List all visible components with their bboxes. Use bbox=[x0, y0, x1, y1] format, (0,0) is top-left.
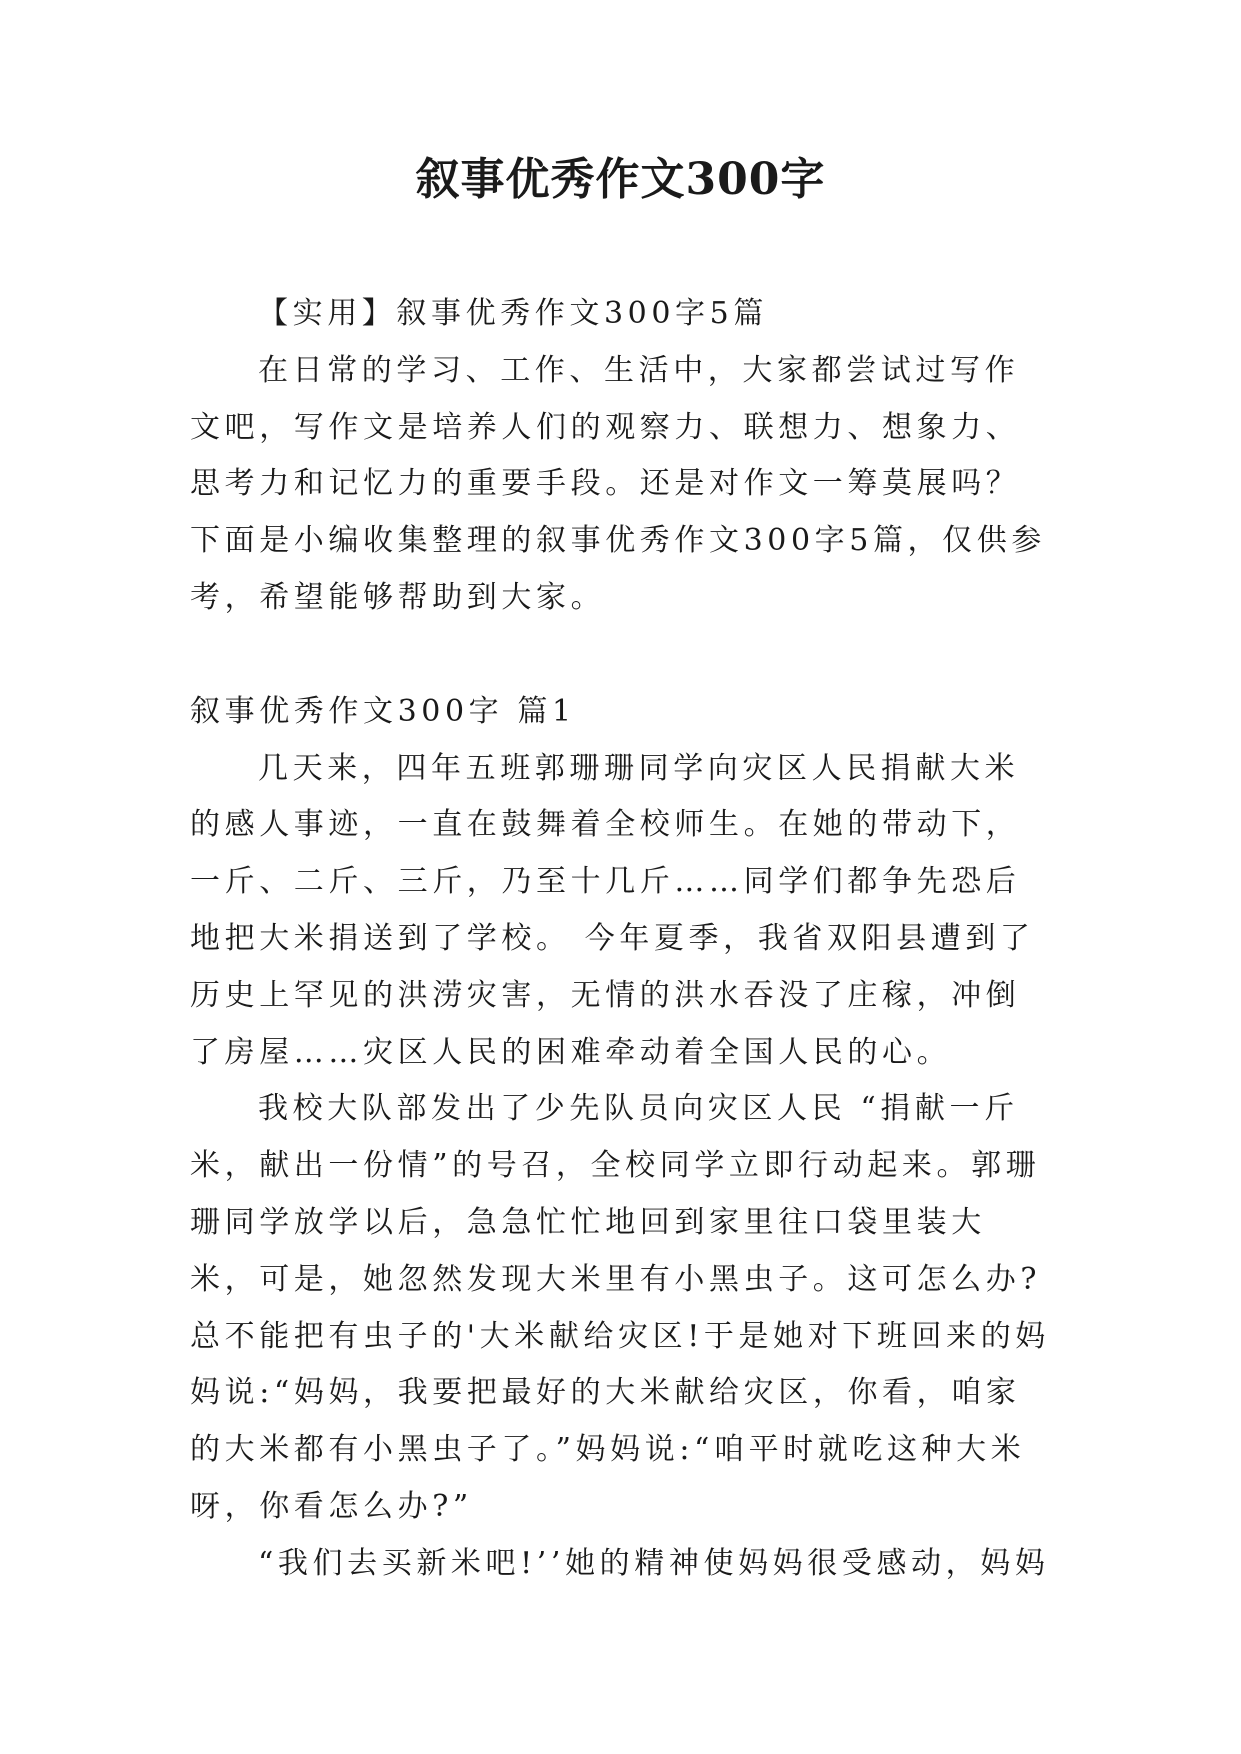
body-paragraph-3: “我们去买新米吧!’’她的精神使妈妈很受感动，妈妈 bbox=[258, 1545, 1050, 1581]
document-body bbox=[190, 286, 1050, 1593]
section-heading: 叙事优秀作文300字 篇1 bbox=[190, 693, 576, 729]
subtitle-line: 【实用】叙事优秀作文300字5篇 bbox=[258, 296, 768, 331]
page-title: 叙事优秀作文300字 bbox=[415, 154, 826, 205]
body-paragraph-1: 几天来，四年五班郭珊珊同学向灾区人民捐献大米的感人事迹，一直在鼓舞着全校师生。在她的带动下，一斤、二斤、三斤，乃至十几斤……同学们都争先恐后地把大米捐送到了学校。 今年夏季，我省双阳县遭到了历史上罕见的洪涝灾害，无情的洪水吞没了庄稼，冲倒了房屋……灾区人民的困难牵动着全国人民的心。 bbox=[190, 750, 1035, 1070]
body-paragraph-2: 我校大队部发出了少先队员向灾区人民 “捐献一斤米，献出一份情”的号召，全校同学立即行动起来。郭珊珊同学放学以后，急急忙忙地回到家里往口袋里装大米，可是，她忽然发现大米里有小黑虫子。这可怎么办?总不能把有虫子的'大米献给灾区!于是她对下班回来的妈妈说:“妈妈，我要把最好的大米献给灾区，你看，咱家的大米都有小黑虫子了。”妈妈说:“咱平时就吃这种大米呀，你看怎么办?” bbox=[190, 1091, 1050, 1524]
intro-paragraph: 在日常的学习、工作、生活中，大家都尝试过写作文吧，写作文是培养人们的观察力、联想力、想象力、思考力和记忆力的重要手段。还是对作文一筹莫展吗？下面是小编收集整理的叙事优秀作文300字5篇，仅供参考，希望能够帮助到大家。 bbox=[190, 352, 1046, 615]
